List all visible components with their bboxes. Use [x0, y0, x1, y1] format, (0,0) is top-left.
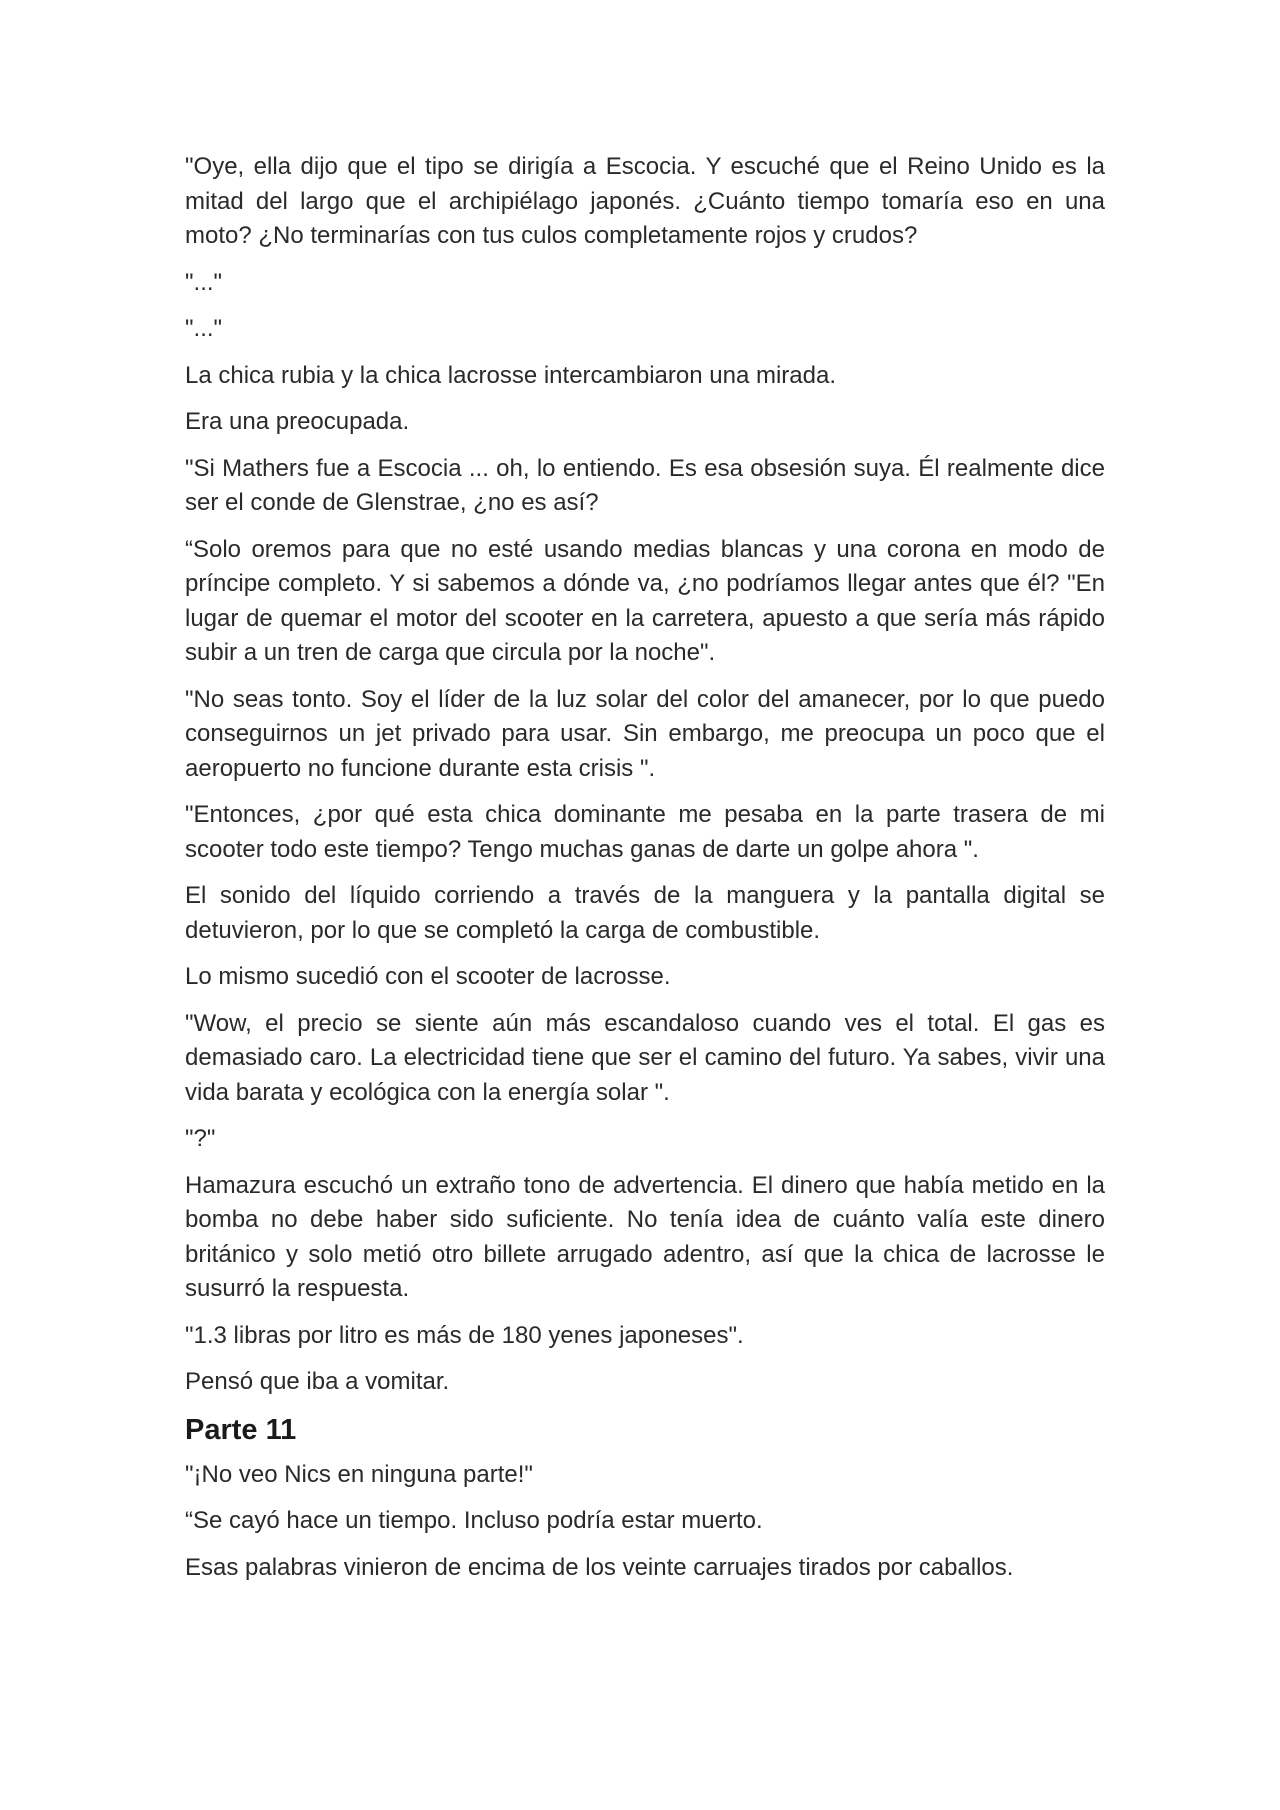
paragraph: El sonido del líquido corriendo a través de la manguera y la pantalla digital se detuvieron, por lo que se completó la carga de combustible.: [185, 882, 1105, 944]
section-heading: Parte 11: [185, 1413, 297, 1446]
paragraph: "...": [185, 268, 223, 296]
paragraph: “Se cayó hace un tiempo. Incluso podría estar muerto.: [185, 1507, 763, 1534]
paragraph: "No seas tonto. Soy el líder de la luz solar del color del amanecer, por lo que puedo conseguirnos un jet privado para usar. Sin embargo, me preocupa un poco que el aeropuerto no funcione durante esta crisis ".: [185, 685, 1105, 782]
document-page: [185, 150, 1105, 1597]
paragraph: Esas palabras vinieron de encima de los veinte carruajes tirados por caballos.: [185, 1553, 1014, 1581]
paragraph: La chica rubia y la chica lacrosse intercambiaron una mirada.: [185, 361, 836, 389]
paragraph: "1.3 libras por litro es más de 180 yenes japoneses".: [185, 1321, 744, 1349]
paragraph: "¡No veo Nics en ninguna parte!": [185, 1460, 533, 1488]
paragraph: Hamazura escuchó un extraño tono de advertencia. El dinero que había metido en la bomba no debe haber sido suficiente. No tenía idea de cuánto valía este dinero británico y solo metió otro billete arrugado adentro, así que la chica de lacrosse le susurró la respuesta.: [185, 1171, 1105, 1302]
paragraph: "Entonces, ¿por qué esta chica dominante me pesaba en la parte trasera de mi scooter todo este tiempo? Tengo muchas ganas de darte un golpe ahora ".: [185, 801, 1105, 863]
paragraph: “Solo oremos para que no esté usando medias blancas y una corona en modo de príncipe completo. Y si sabemos a dónde va, ¿no podríamos llegar antes que él? "En lugar de quemar el motor del scooter en la carretera, apuesto a que sería más rápido subir a un tren de carga que circula por la noche".: [185, 535, 1105, 666]
paragraph: "?": [185, 1125, 216, 1152]
paragraph: "Wow, el precio se siente aún más escandaloso cuando ves el total. El gas es demasiado caro. La electricidad tiene que ser el camino del futuro. Ya sabes, vivir una vida barata y ecológica con la energía solar ".: [185, 1009, 1105, 1106]
paragraph: "...": [185, 315, 223, 342]
paragraph: Lo mismo sucedió con el scooter de lacrosse.: [185, 963, 671, 990]
paragraph: Pensó que iba a vomitar.: [185, 1368, 450, 1395]
paragraph: "Oye, ella dijo que el tipo se dirigía a Escocia. Y escuché que el Reino Unido es la mitad del largo que el archipiélago japonés. ¿Cuánto tiempo tomaría eso en una moto? ¿No terminarías con tus culos completamente rojos y crudos?: [185, 153, 1105, 249]
paragraph: "Si Mathers fue a Escocia ... oh, lo entiendo. Es esa obsesión suya. Él realmente dice ser el conde de Glenstrae, ¿no es así?: [185, 454, 1105, 516]
paragraph: Era una preocupada.: [185, 408, 410, 435]
